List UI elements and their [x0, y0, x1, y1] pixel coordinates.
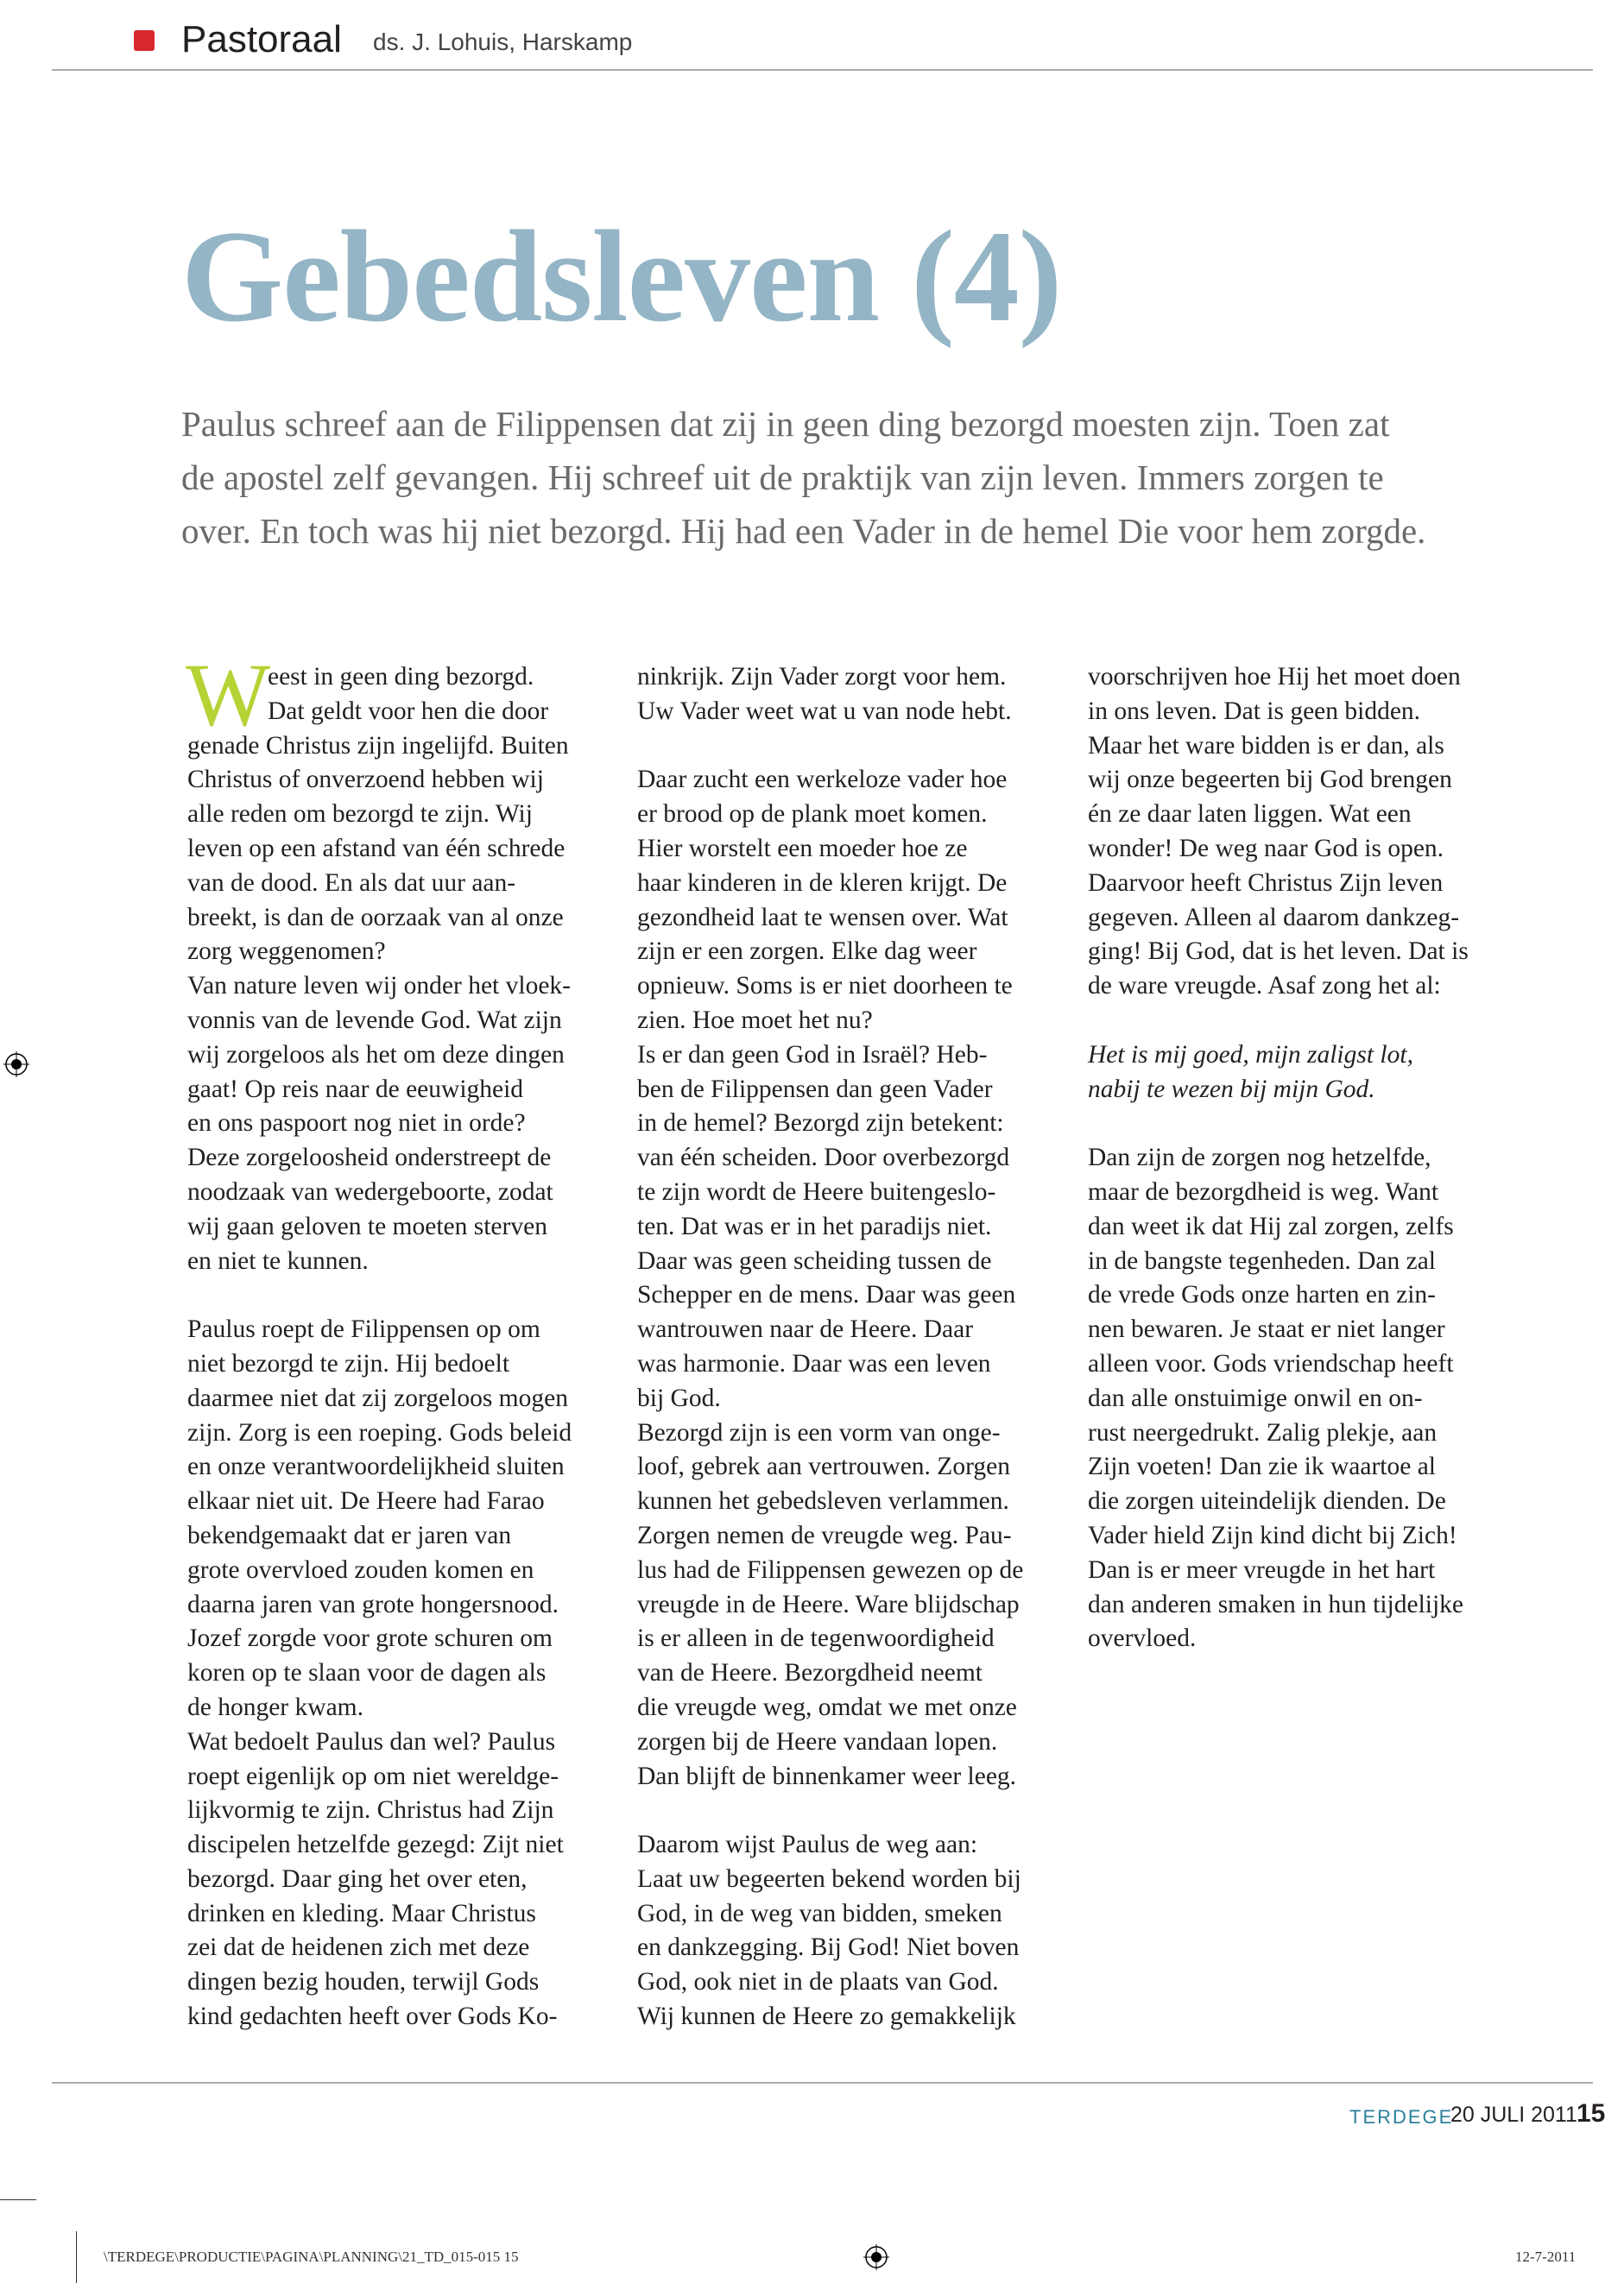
text-line: in de hemel? Bezorgd zijn betekent: — [637, 1109, 1004, 1138]
intro-line: Paulus schreef aan de Filippensen dat zij in geen ding bezorgd moesten zijn. Toen zat — [181, 404, 1390, 444]
text-line: rust neergedrukt. Zalig plekje, aan — [1088, 1418, 1438, 1447]
text-line: was harmonie. Daar was een leven — [637, 1349, 991, 1378]
crop-mark — [0, 2199, 36, 2200]
text-line: van één scheiden. Door overbezorgd — [637, 1144, 1010, 1172]
text-line: vreugde in de Heere. Ware blijdschap — [637, 1590, 1020, 1618]
text-line: koren op te slaan voor de dagen als — [187, 1659, 547, 1687]
text-line: Zorgen nemen de vreugde weg. Pau- — [637, 1521, 1012, 1549]
text-line: Dat geldt voor hen die door — [268, 697, 549, 725]
text-line: en dankzegging. Bij God! Niet boven — [637, 1933, 1020, 1962]
text-line: wij gaan geloven te moeten sterven — [187, 1212, 547, 1240]
text-line: Daar zucht een werkeloze vader hoe — [637, 766, 1008, 794]
text-line: te zijn wordt de Heere buitengeslo- — [637, 1177, 996, 1206]
paragraph-gap — [1088, 1107, 1485, 1141]
text-line: Jozef zorgde voor grote schuren om — [187, 1624, 553, 1653]
section-title: Pastoraal — [181, 18, 342, 60]
text-line: Dan is er meer vreugde in het hart — [1088, 1555, 1436, 1584]
article-intro — [181, 397, 1563, 558]
text-line: daarmee niet dat zij zorgeloos mogen — [187, 1384, 568, 1412]
psalm-quote — [1088, 1038, 1485, 1107]
text-line: loof, gebrek aan vertrouwen. Zorgen — [637, 1453, 1010, 1481]
text-line: voorschrijven hoe Hij het moet doen — [1088, 663, 1461, 691]
text-line: Dan zijn de zorgen nog hetzelfde, — [1088, 1144, 1431, 1172]
text-line: haar kinderen in de kleren krijgt. De — [637, 868, 1008, 897]
text-line: roept eigenlijk op om niet wereldge- — [187, 1762, 559, 1790]
text-line: Het is mij goed, mijn zaligst lot, — [1088, 1040, 1413, 1069]
page-number: 15 — [1577, 2099, 1605, 2128]
text-line: van de dood. En als dat uur aan- — [187, 868, 516, 897]
text-line: Deze zorgeloosheid onderstreept de — [187, 1144, 552, 1172]
issue-date: 20 JULI 2011 — [1450, 2103, 1577, 2127]
text-line: bij God. — [637, 1384, 721, 1412]
text-line: noodzaak van wedergeboorte, zodat — [187, 1177, 553, 1206]
text-line: Paulus roept de Filippensen op om — [187, 1315, 540, 1344]
text-line: Van nature leven wij onder het vloek- — [187, 972, 571, 1000]
text-line: elkaar niet uit. De Heere had Farao — [187, 1487, 545, 1516]
text-line: er brood op de plank moet komen. — [637, 800, 988, 829]
text-line: eest in geen ding bezorgd. — [268, 663, 534, 691]
text-line: Daar was geen scheiding tussen de — [637, 1246, 992, 1275]
paragraph-gap — [187, 1278, 584, 1313]
text-line: lijkvormig te zijn. Christus had Zijn — [187, 1796, 554, 1825]
paragraph-gap — [1088, 1004, 1485, 1038]
text-line: God, in de weg van bidden, smeken — [637, 1899, 1002, 1927]
text-line: en onze verantwoordelijkheid sluiten — [187, 1453, 565, 1481]
text-line: én ze daar laten liggen. Wat een — [1088, 800, 1412, 829]
text-line: Bezorgd zijn is een vorm van onge- — [637, 1418, 1001, 1447]
text-line: bezorgd. Daar ging het over eten, — [187, 1864, 528, 1893]
column-1-body — [187, 729, 584, 2034]
text-line: Schepper en de mens. Daar was geen — [637, 1281, 1016, 1309]
text-line: gaat! Op reis naar de eeuwigheid — [187, 1075, 524, 1103]
text-line: dan alle onstuimige onwil en on- — [1088, 1384, 1423, 1412]
text-line: bekendgemaakt dat er jaren van — [187, 1521, 512, 1549]
text-line: Wat bedoelt Paulus dan wel? Paulus — [187, 1727, 556, 1756]
text-line: van de Heere. Bezorgdheid neemt — [637, 1659, 983, 1687]
text-line: niet bezorgd te zijn. Hij bedoelt — [187, 1349, 510, 1378]
text-line: vonnis van de levende God. Wat zijn — [187, 1006, 562, 1034]
article-column-3 — [1088, 660, 1485, 1656]
text-line: dingen bezig houden, terwijl Gods — [187, 1968, 540, 1996]
text-line: overvloed. — [1088, 1624, 1197, 1653]
text-line: zijn er een zorgen. Elke dag weer — [637, 937, 977, 966]
text-line: en niet te kunnen. — [187, 1246, 369, 1275]
text-line: Christus of onverzoend hebben wij — [187, 766, 544, 794]
author-byline: ds. J. Lohuis, Harskamp — [373, 28, 633, 55]
text-line: grote overvloed zouden komen en — [187, 1555, 534, 1584]
text-line: wij onze begeerten bij God brengen — [1088, 766, 1452, 794]
text-line: wantrouwen naar de Heere. Daar — [637, 1315, 974, 1344]
intro-line: de apostel zelf gevangen. Hij schreef uit de praktijk van zijn leven. Immers zorgen te — [181, 457, 1384, 497]
text-line: nabij te wezen bij mijn God. — [1088, 1075, 1375, 1103]
paragraph-gap — [637, 1794, 1034, 1828]
drop-cap: W — [186, 646, 271, 745]
text-line: ben de Filippensen dan geen Vader — [637, 1075, 993, 1103]
article-column-2 — [637, 660, 1034, 2034]
text-line: en ons paspoort nog niet in orde? — [187, 1109, 526, 1138]
text-line: daarna jaren van grote hongersnood. — [187, 1590, 559, 1618]
text-line: drinken en kleding. Maar Christus — [187, 1899, 536, 1927]
article-title: Gebedsleven (4) — [181, 204, 1062, 349]
text-line: Daarvoor heeft Christus Zijn leven — [1088, 868, 1444, 897]
text-line: Hier worstelt een moeder hoe ze — [637, 834, 968, 862]
text-line: de honger kwam. — [187, 1693, 363, 1721]
print-slug-path: \TERDEGE\PRODUCTIE\PAGINA\PLANNING\21_TD_015-015 15 — [104, 2249, 519, 2265]
text-line: ten. Dat was er in het paradijs niet. — [637, 1212, 992, 1240]
text-line: de vrede Gods onze harten en zin- — [1088, 1281, 1436, 1309]
bottom-divider — [52, 2082, 1593, 2084]
text-line: God, ook niet in de plaats van God. — [637, 1968, 999, 1996]
text-line: ninkrijk. Zijn Vader zorgt voor hem. — [637, 663, 1007, 691]
column-3-body-a — [1088, 660, 1485, 1004]
text-line: gezondheid laat te wensen over. Wat — [637, 903, 1008, 931]
text-line: discipelen hetzelfde gezegd: Zijt niet — [187, 1831, 564, 1859]
text-line: die vreugde weg, omdat we met onze — [637, 1693, 1017, 1721]
text-line: Zijn voeten! Dan zie ik waartoe al — [1088, 1453, 1436, 1481]
text-line: zei dat de heidenen zich met deze — [187, 1933, 530, 1962]
text-line: dan anderen smaken in hun tijdelijke — [1088, 1590, 1463, 1618]
text-line: Vader hield Zijn kind dicht bij Zich! — [1088, 1521, 1457, 1549]
registration-mark-icon — [863, 2244, 889, 2270]
text-line: Wij kunnen de Heere zo gemakkelijk — [637, 2003, 1016, 2031]
magazine-name: TERDEGE — [1349, 2106, 1454, 2128]
paragraph-gap — [637, 729, 1034, 764]
text-line: in ons leven. Dat is geen bidden. — [1088, 697, 1421, 725]
text-line: alle reden om bezorgd te zijn. Wij — [187, 800, 533, 829]
crop-mark — [76, 2231, 77, 2283]
text-line: Dan blijft de binnenkamer weer leeg. — [637, 1762, 1017, 1790]
text-line: zorgen bij de Heere vandaan lopen. — [637, 1727, 998, 1756]
text-line: Is er dan geen God in Israël? Heb- — [637, 1040, 988, 1069]
text-line: kunnen het gebedsleven verlammen. — [637, 1487, 1009, 1516]
text-line: dan weet ik dat Hij zal zorgen, zelfs — [1088, 1212, 1454, 1240]
column-3-body-b — [1088, 1141, 1485, 1656]
text-line: Uw Vader weet wat u van node hebt. — [637, 697, 1012, 725]
text-line: is er alleen in de tegenwoordigheid — [637, 1624, 995, 1653]
intro-line: over. En toch was hij niet bezorgd. Hij had een Vader in de hemel Die voor hem zorgde. — [181, 511, 1426, 551]
text-line: zorg weggenomen? — [187, 937, 386, 966]
text-line: wij zorgeloos als het om deze dingen — [187, 1040, 565, 1069]
text-line: maar de bezorgdheid is weg. Want — [1088, 1177, 1439, 1206]
text-line: zien. Hoe moet het nu? — [637, 1006, 873, 1034]
text-line: nen bewaren. Je staat er niet langer — [1088, 1315, 1445, 1344]
top-divider — [52, 69, 1593, 71]
text-line: de ware vreugde. Asaf zong het al: — [1088, 972, 1441, 1000]
text-line: genade Christus zijn ingelijfd. Buiten — [187, 731, 569, 760]
article-column-1 — [186, 646, 584, 2034]
text-line: alleen voor. Gods vriendschap heeft — [1088, 1349, 1454, 1378]
print-slug-date: 12-7-2011 — [1515, 2249, 1577, 2265]
text-line: die zorgen uiteindelijk dienden. De — [1088, 1487, 1446, 1516]
text-line: Daarom wijst Paulus de weg aan: — [637, 1831, 978, 1859]
text-line: in de bangste tegenheden. Dan zal — [1088, 1246, 1437, 1275]
text-line: gegeven. Alleen al daarom dankzeg- — [1088, 903, 1460, 931]
text-line: breekt, is dan de oorzaak van al onze — [187, 903, 564, 931]
text-line: kind gedachten heeft over Gods Ko- — [187, 2003, 558, 2031]
section-marker-icon — [134, 30, 155, 51]
registration-mark-icon — [3, 1051, 29, 1077]
text-line: lus had de Filippensen gewezen op de — [637, 1555, 1024, 1584]
text-line: opnieuw. Soms is er niet doorheen te — [637, 972, 1013, 1000]
text-line: leven op een afstand van één schrede — [187, 834, 566, 862]
text-line: zijn. Zorg is een roeping. Gods beleid — [187, 1418, 572, 1447]
text-line: ging! Bij God, dat is het leven. Dat is — [1088, 937, 1469, 966]
text-line: Laat uw begeerten bekend worden bij — [637, 1864, 1021, 1893]
column-2-body — [637, 660, 1034, 2034]
text-line: Maar het ware bidden is er dan, als — [1088, 731, 1444, 760]
text-line: wonder! De weg naar God is open. — [1088, 834, 1444, 862]
